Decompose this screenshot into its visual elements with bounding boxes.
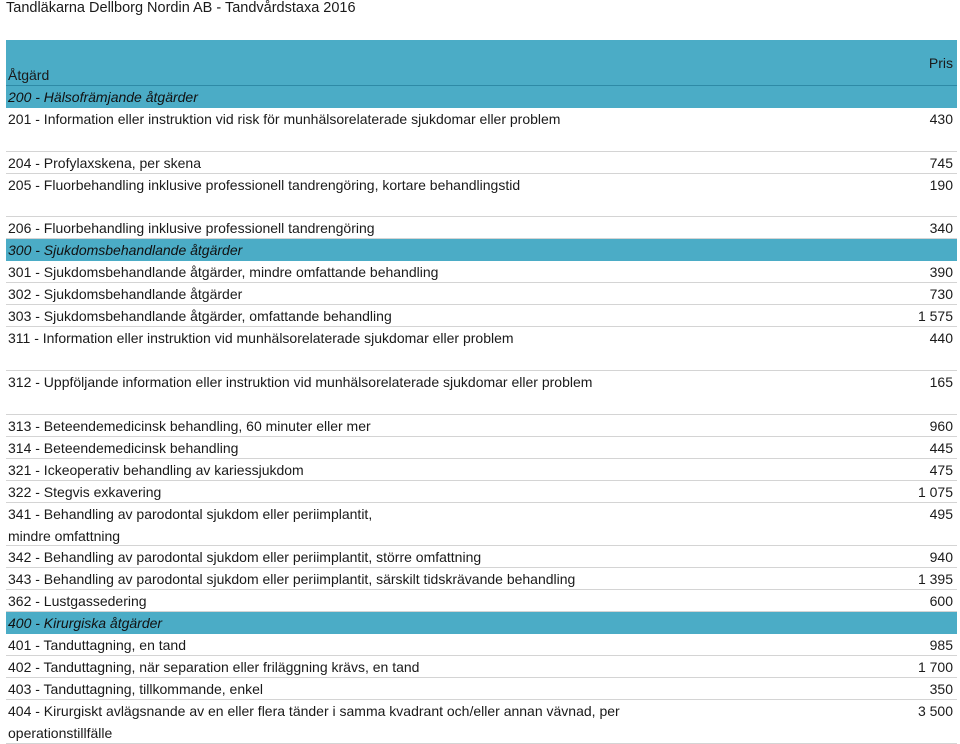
document-title: Tandläkarna Dellborg Nordin AB - Tandvårdstaxa 2016: [6, 0, 356, 16]
row-price: 390: [929, 264, 953, 281]
table-row: [6, 459, 957, 481]
row-name: 204 - Profylaxskena, per skena: [8, 154, 201, 171]
row-price: 190: [929, 176, 953, 193]
table-row: [6, 678, 957, 700]
table-row: [6, 174, 957, 218]
row-name: 205 - Fluorbehandling inklusive professionell tandrengöring, kortare behandlingstid: [8, 176, 521, 193]
table-row: [6, 305, 957, 327]
row-price: 1 700: [917, 659, 953, 676]
row-name: 302 - Sjukdomsbehandlande åtgärder: [8, 286, 243, 303]
row-price: 1 575: [917, 308, 953, 325]
table-row: [6, 152, 957, 174]
table-row: [6, 437, 957, 459]
row-price: 350: [929, 681, 953, 698]
section-header-300: 300 - Sjukdomsbehandlande åtgärder: [6, 239, 957, 261]
table-row: [6, 371, 957, 415]
row-price: 960: [929, 417, 953, 434]
row-price: 445: [929, 439, 953, 456]
row-name: 301 - Sjukdomsbehandlande åtgärder, mindre omfattande behandling: [8, 264, 439, 281]
row-price: 600: [929, 593, 953, 610]
table-row: [6, 327, 957, 371]
row-name: 401 - Tanduttagning, en tand: [8, 637, 187, 654]
row-name: 311 - Information eller instruktion vid munhälsorelaterade sjukdomar eller problem: [8, 330, 514, 347]
table-row: [6, 634, 957, 656]
table-row: [6, 503, 957, 547]
row-name: 206 - Fluorbehandling inklusive professionell tandrengöring: [8, 220, 375, 237]
table-row: [6, 700, 957, 744]
row-name: 322 - Stegvis exkavering: [8, 483, 162, 500]
row-price: 730: [929, 286, 953, 303]
row-price: 165: [929, 374, 953, 391]
row-name: 312 - Uppföljande information eller instruktion vid munhälsorelaterade sjukdomar eller problem: [8, 374, 593, 391]
table-row: [6, 546, 957, 568]
row-name: 403 - Tanduttagning, tillkommande, enkel: [8, 681, 264, 698]
header-name: Åtgärd: [8, 67, 50, 83]
table-row: [6, 590, 957, 612]
row-price: 745: [929, 154, 953, 171]
row-price: 1 075: [917, 483, 953, 500]
table-row: [6, 415, 957, 437]
row-price: 495: [929, 505, 953, 522]
row-name: 362 - Lustgassedering: [8, 593, 147, 610]
row-price: 440: [929, 330, 953, 347]
row-name: 343 - Behandling av parodontal sjukdom eller periimplantit, särskilt tidskrävande behandling: [8, 571, 576, 588]
price-table: [6, 40, 957, 744]
row-name: 341 - Behandling av parodontal sjukdom eller periimplantit, mindre omfattning: [8, 505, 373, 544]
row-price: 985: [929, 637, 953, 654]
table-row: [6, 217, 957, 239]
table-row: [6, 568, 957, 590]
row-price: 475: [929, 461, 953, 478]
row-price: 430: [929, 111, 953, 127]
row-name: 342 - Behandling av parodontal sjukdom eller periimplantit, större omfattning: [8, 549, 482, 566]
table-row: [6, 656, 957, 678]
row-name: 404 - Kirurgiskt avlägsnande av en eller flera tänder i samma kvadrant och/eller annan vävnad, per operationstillfälle: [8, 703, 620, 742]
table-header: [6, 40, 957, 86]
row-price: 1 395: [917, 571, 953, 588]
row-price: 3 500: [917, 703, 953, 720]
row-name: 313 - Beteendemedicinsk behandling, 60 minuter eller mer: [8, 417, 371, 434]
header-price: Pris: [928, 55, 953, 71]
row-name: 314 - Beteendemedicinsk behandling: [8, 439, 239, 456]
table-row: [6, 108, 957, 152]
row-name: 402 - Tanduttagning, när separation eller friläggning krävs, en tand: [8, 659, 420, 676]
row-name: 321 - Ickeoperativ behandling av kariessjukdom: [8, 461, 304, 478]
section-header-200: 200 - Hälsofrämjande åtgärder: [6, 86, 957, 108]
row-price: 340: [929, 220, 953, 237]
section-header-400: 400 - Kirurgiska åtgärder: [6, 612, 957, 634]
row-price: 940: [929, 549, 953, 566]
table-row: [6, 283, 957, 305]
row-name: 201 - Information eller instruktion vid risk för munhälsorelaterade sjukdomar eller problem: [8, 111, 561, 127]
table-row: [6, 481, 957, 503]
row-name: 303 - Sjukdomsbehandlande åtgärder, omfattande behandling: [8, 308, 392, 325]
table-row: [6, 261, 957, 283]
